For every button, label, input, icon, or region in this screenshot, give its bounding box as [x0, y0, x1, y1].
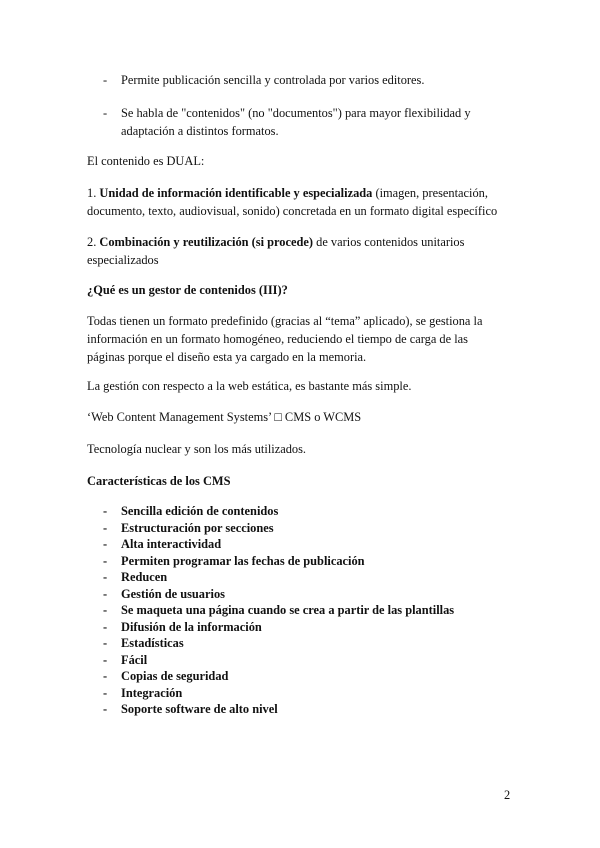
- bullet-dash: -: [103, 106, 108, 120]
- top-bullet-1: [103, 71, 503, 89]
- bullet-dash: -: [103, 504, 108, 518]
- list-item: [103, 602, 503, 619]
- section-heading-gestor: ¿Qué es un gestor de contenidos (III)?: [87, 283, 288, 297]
- feature-text: Gestión de usuarios: [121, 586, 225, 601]
- bullet-dash: -: [103, 636, 108, 650]
- list-item: [103, 668, 503, 685]
- top-bullet-2: [103, 104, 503, 140]
- feature-text: Integración: [121, 685, 183, 700]
- page-number: 2: [504, 788, 511, 802]
- feature-text: Copias de seguridad: [121, 669, 229, 683]
- list-item: [103, 569, 503, 586]
- dual-intro: El contenido es DUAL:: [87, 154, 205, 168]
- paragraph-wcms: ‘Web Content Management Systems’ □ CMS o WCMS: [87, 410, 362, 424]
- paragraph-tecnologia: Tecnología nuclear y son los más utilizados.: [87, 442, 307, 456]
- list-item: [103, 685, 503, 702]
- feature-text: Fácil: [121, 652, 148, 667]
- list-item: [103, 586, 503, 603]
- list-item: [103, 701, 503, 718]
- point-1: [87, 184, 507, 220]
- bullet-dash: -: [103, 652, 108, 667]
- bullet-dash: -: [103, 702, 108, 716]
- feature-text: Estructuración por secciones: [121, 520, 274, 535]
- bullet-dash: -: [103, 73, 108, 87]
- bullet-dash: -: [103, 619, 108, 634]
- feature-text: Reducen: [121, 570, 168, 584]
- bullet-dash: -: [103, 553, 108, 568]
- feature-text: Permiten programar las fechas de publicación: [121, 553, 365, 568]
- list-item: [103, 503, 503, 520]
- feature-text: Sencilla edición de contenidos: [121, 504, 279, 518]
- bullet-dash: -: [103, 685, 108, 700]
- point-2-bold: Combinación y reutilización (si procede): [99, 235, 314, 249]
- feature-text: Soporte software de alto nivel: [121, 702, 278, 716]
- list-item: [103, 520, 503, 537]
- feature-text: Se maqueta una página cuando se crea a partir de las plantillas: [121, 603, 455, 617]
- feature-text: Difusión de la información: [121, 619, 262, 634]
- paragraph-formato: Todas tienen un formato predefinido (gracias al “tema” aplicado), se gestiona la información en un formato homogéneo, reduciendo el tiempo de carga de las páginas porque el diseño esta ya cargado en la memoria.: [87, 314, 483, 364]
- point-2-number: 2.: [87, 235, 97, 249]
- bullet-dash: -: [103, 520, 108, 535]
- paragraph-gestion: La gestión con respecto a la web estática, es bastante más simple.: [87, 379, 412, 393]
- point-1-number: 1.: [87, 186, 97, 200]
- point-1-rest: (imagen, presentación, documento, texto, audiovisual, sonido) concretada en un formato digital específico: [87, 186, 498, 218]
- list-item: [103, 553, 503, 570]
- bullet-dash: -: [103, 603, 108, 617]
- bullet-dash: -: [103, 669, 108, 683]
- bullet-dash: -: [103, 537, 108, 551]
- list-item: [103, 536, 503, 553]
- section-heading-caracteristicas: Características de los CMS: [87, 474, 231, 488]
- point-1-bold: Unidad de información identificable y especializada: [99, 186, 373, 200]
- feature-text: Estadísticas: [121, 636, 184, 650]
- list-item: [103, 652, 503, 669]
- bullet-dash: -: [103, 570, 108, 584]
- feature-text: Alta interactividad: [121, 537, 222, 551]
- bullet-text: Se habla de "contenidos" (no "documentos") para mayor flexibilidad y adaptación a distintos formatos.: [121, 106, 471, 138]
- bullet-dash: -: [103, 586, 108, 601]
- list-item: [103, 619, 503, 636]
- bullet-text: Permite publicación sencilla y controlada por varios editores.: [121, 73, 425, 87]
- point-2: [87, 233, 507, 269]
- list-item: [103, 635, 503, 652]
- point-2-rest: de varios contenidos unitarios especializados: [87, 235, 465, 267]
